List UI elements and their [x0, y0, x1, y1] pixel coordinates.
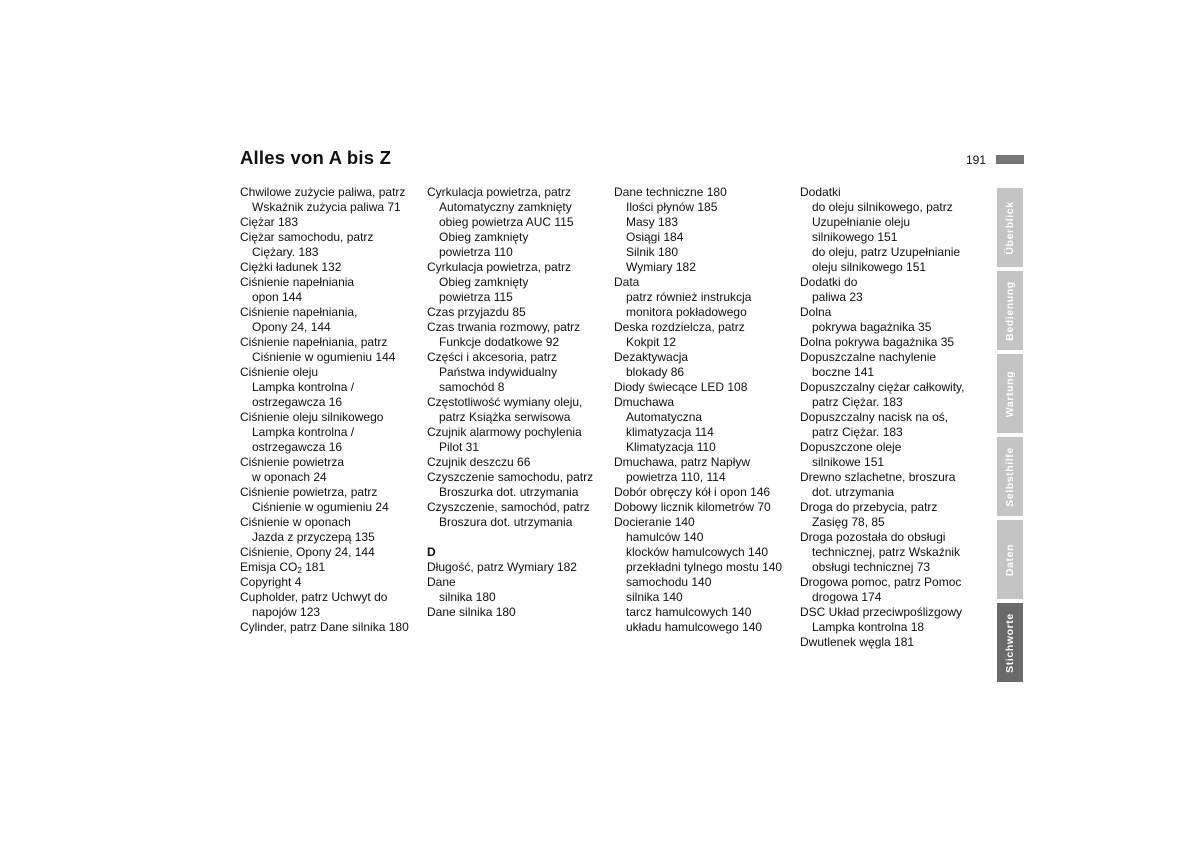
index-subentry: Obieg zamknięty: [439, 275, 529, 289]
index-entry: Docieranie 140: [614, 515, 695, 529]
index-column-3: [614, 185, 798, 635]
index-entry: Dopuszczone oleje: [800, 440, 902, 454]
index-subentry: do oleju silnikowego, patrz: [812, 200, 953, 214]
index-subentry: przekładni tylnego mostu 140: [626, 560, 783, 574]
tab-selbsthilfe[interactable]: [997, 437, 1023, 516]
index-entry: Części i akcesoria, patrz: [427, 350, 558, 364]
index-entry: Dobowy licznik kilometrów 70: [614, 500, 771, 514]
index-entry: Dane silnika 180: [427, 605, 516, 619]
index-column-1: [240, 185, 424, 635]
index-subentry: klimatyzacja 114: [626, 425, 714, 439]
index-entry: Dopuszczalny nacisk na oś,: [800, 410, 949, 424]
index-subentry: Kokpit 12: [626, 335, 677, 349]
index-subentry: silnikowego 151: [812, 230, 898, 244]
index-entry: Długość, patrz Wymiary 182: [427, 560, 577, 574]
index-entry: Czas przyjazdu 85: [427, 305, 526, 319]
index-entry: Częstotliwość wymiany oleju,: [427, 395, 583, 409]
index-entry: Diody świecące LED 108: [614, 380, 748, 394]
index-subentry: Obieg zamknięty: [439, 230, 529, 244]
index-subentry: obsługi technicznej 73: [812, 560, 931, 574]
index-entry: Ciężki ładunek 132: [240, 260, 342, 274]
tab-ueberblick[interactable]: [997, 188, 1023, 267]
index-subentry: Osiągi 184: [626, 230, 684, 244]
index-subentry: patrz Książka serwisowa: [439, 410, 571, 424]
index-subentry: dot. utrzymania: [812, 485, 895, 499]
index-entry: Dodatki do: [800, 275, 858, 289]
index-subentry: Automatyczny zamknięty: [439, 200, 572, 214]
tab-label: Daten: [1004, 543, 1016, 576]
index-entry: Czyszczenie samochodu, patrz: [427, 470, 594, 484]
index-subentry: napojów 123: [252, 605, 321, 619]
index-entry: Deska rozdzielcza, patrz: [614, 320, 745, 334]
index-entry: Ciśnienie napełniania: [240, 275, 355, 289]
index-entry: Ciśnienie oleju silnikowego: [240, 410, 384, 424]
index-entry: Czujnik deszczu 66: [427, 455, 531, 469]
section-letter: D: [427, 545, 436, 559]
index-entry: Dmuchawa: [614, 395, 675, 409]
index-entry: Dane techniczne 180: [614, 185, 727, 199]
tab-label: Bedienung: [1004, 280, 1016, 341]
index-entry: Ciężar 183: [240, 215, 299, 229]
index-subentry: patrz Ciężar. 183: [812, 395, 903, 409]
index-subentry: blokady 86: [626, 365, 685, 379]
page-number-bar: [996, 155, 1024, 164]
index-entry: Dezaktywacja: [614, 350, 689, 364]
subscript: 2: [297, 566, 302, 575]
index-entry: Dwutlenek węgla 181: [800, 635, 915, 649]
index-subentry: silnikowe 151: [812, 455, 885, 469]
index-subentry: powietrza 110, 114: [626, 470, 726, 484]
index-subentry: drogowa 174: [812, 590, 882, 604]
tab-stichworte[interactable]: [997, 603, 1023, 682]
index-entry: Dolna pokrywa bagażnika 35: [800, 335, 955, 349]
index-subentry: Wymiary 182: [626, 260, 696, 274]
index-subentry: silnika 180: [439, 590, 496, 604]
index-entry: Dodatki: [800, 185, 841, 199]
index-subentry: paliwa 23: [812, 290, 863, 304]
tab-label: Stichworte: [1004, 612, 1016, 673]
index-entry: Ciśnienie napełniania,: [240, 305, 358, 319]
index-entry: Czujnik alarmowy pochylenia: [427, 425, 582, 439]
index-subentry: ostrzegawcza 16: [252, 440, 343, 454]
index-entry: Dolna: [800, 305, 832, 319]
section-tabs: [997, 188, 1023, 686]
index-entry: Dmuchawa, patrz Napływ: [614, 455, 751, 469]
index-subentry: Jazda z przyczepą 135: [252, 530, 375, 544]
index-subentry: do oleju, patrz Uzupełnianie: [812, 245, 961, 259]
index-subentry: powietrza 110: [439, 245, 513, 259]
index-entry: Dobór obręczy kół i opon 146: [614, 485, 771, 499]
entry-text: Emisja CO: [240, 560, 298, 574]
tab-label: Überblick: [1004, 200, 1016, 255]
index-subentry: Lampka kontrolna /: [252, 425, 355, 439]
index-subentry: obieg powietrza AUC 115: [439, 215, 574, 229]
index-subentry: opon 144: [252, 290, 303, 304]
page-title: Alles von A bis Z: [240, 147, 392, 168]
index-subentry: tarcz hamulcowych 140: [626, 605, 752, 619]
index-entry: Czas trwania rozmowy, patrz: [427, 320, 581, 334]
index-entry: Dane: [427, 575, 456, 589]
index-subentry: Broszurka dot. utrzymania: [439, 485, 579, 499]
index-subentry: Klimatyzacja 110: [626, 440, 716, 454]
index-entry: Ciężar samochodu, patrz: [240, 230, 374, 244]
index-subentry: ostrzegawcza 16: [252, 395, 343, 409]
index-subentry: Ciśnienie w ogumieniu 24: [252, 500, 389, 514]
index-subentry: w oponach 24: [252, 470, 327, 484]
index-entry: [240, 560, 424, 575]
index-subentry: Lampka kontrolna /: [252, 380, 355, 394]
index-subentry: boczne 141: [812, 365, 875, 379]
index-subentry: Lampka kontrolna 18: [812, 620, 925, 634]
tab-bedienung[interactable]: [997, 271, 1023, 350]
index-entry: Ciśnienie oleju: [240, 365, 319, 379]
index-subentry: Opony 24, 144: [252, 320, 331, 334]
index-entry: Data: [614, 275, 640, 289]
index-subentry: Zasięg 78, 85: [812, 515, 885, 529]
index-subentry: technicznej, patrz Wskaźnik: [812, 545, 961, 559]
index-subentry: oleju silnikowego 151: [812, 260, 927, 274]
index-subentry: Automatyczna: [626, 410, 703, 424]
tab-daten[interactable]: [997, 520, 1023, 599]
index-entry: Cyrkulacja powietrza, patrz: [427, 185, 572, 199]
index-subentry: Silnik 180: [626, 245, 679, 259]
index-subentry: hamulców 140: [626, 530, 704, 544]
entry-page: 181: [301, 560, 326, 574]
index-subentry: silnika 140: [626, 590, 683, 604]
index-entry: Copyright 4: [240, 575, 302, 589]
index-subentry: pokrywa bagażnika 35: [812, 320, 932, 334]
index-entry: DSC Układ przeciwpoślizgowy: [800, 605, 963, 619]
tab-label: Wartung: [1004, 370, 1016, 417]
index-entry: Ciśnienie powietrza: [240, 455, 345, 469]
index-subentry: monitora pokładowego: [626, 305, 747, 319]
index-entry: Ciśnienie w oponach: [240, 515, 351, 529]
index-entry: Droga pozostała do obsługi: [800, 530, 946, 544]
index-entry: Ciśnienie powietrza, patrz: [240, 485, 378, 499]
index-entry: Drewno szlachetne, broszura: [800, 470, 956, 484]
index-column-2: [427, 185, 611, 620]
index-subentry: Państwa indywidualny: [439, 365, 558, 379]
index-entry: Cupholder, patrz Uchwyt do: [240, 590, 388, 604]
index-subentry: patrz również instrukcja: [626, 290, 752, 304]
tab-label: Selbsthilfe: [1004, 446, 1016, 507]
tab-wartung[interactable]: [997, 354, 1023, 433]
index-entry: Cylinder, patrz Dane silnika 180: [240, 620, 409, 634]
index-subentry: powietrza 115: [439, 290, 513, 304]
index-entry: Ciśnienie, Opony 24, 144: [240, 545, 375, 559]
index-subentry: Ilości płynów 185: [626, 200, 718, 214]
index-entry: Chwilowe zużycie paliwa, patrz: [240, 185, 406, 199]
index-entry: Czyszczenie, samochód, patrz: [427, 500, 590, 514]
index-subentry: patrz Ciężar. 183: [812, 425, 903, 439]
page-number: 191: [966, 153, 987, 167]
index-subentry: Ciśnienie w ogumieniu 144: [252, 350, 396, 364]
index-entry: Ciśnienie napełniania, patrz: [240, 335, 388, 349]
index-entry: Droga do przebycia, patrz: [800, 500, 938, 514]
index-subentry: Uzupełnianie oleju: [812, 215, 911, 229]
index-subentry: Masy 183: [626, 215, 679, 229]
index-column-4: [800, 185, 984, 650]
index-subentry: samochodu 140: [626, 575, 712, 589]
index-entry: Dopuszczalne nachylenie: [800, 350, 937, 364]
index-subentry: Funkcje dodatkowe 92: [439, 335, 560, 349]
index-entry: Drogowa pomoc, patrz Pomoc: [800, 575, 962, 589]
index-subentry: układu hamulcowego 140: [626, 620, 763, 634]
index-entry: Dopuszczalny ciężar całkowity,: [800, 380, 965, 394]
index-subentry: Wskaźnik zużycia paliwa 71: [252, 200, 401, 214]
index-entry: Cyrkulacja powietrza, patrz: [427, 260, 572, 274]
index-subentry: Pilot 31: [439, 440, 480, 454]
index-subentry: Broszura dot. utrzymania: [439, 515, 573, 529]
index-subentry: samochód 8: [439, 380, 505, 394]
spacer: [427, 530, 611, 545]
index-subentry: klocków hamulcowych 140: [626, 545, 769, 559]
index-subentry: Ciężary. 183: [252, 245, 319, 259]
